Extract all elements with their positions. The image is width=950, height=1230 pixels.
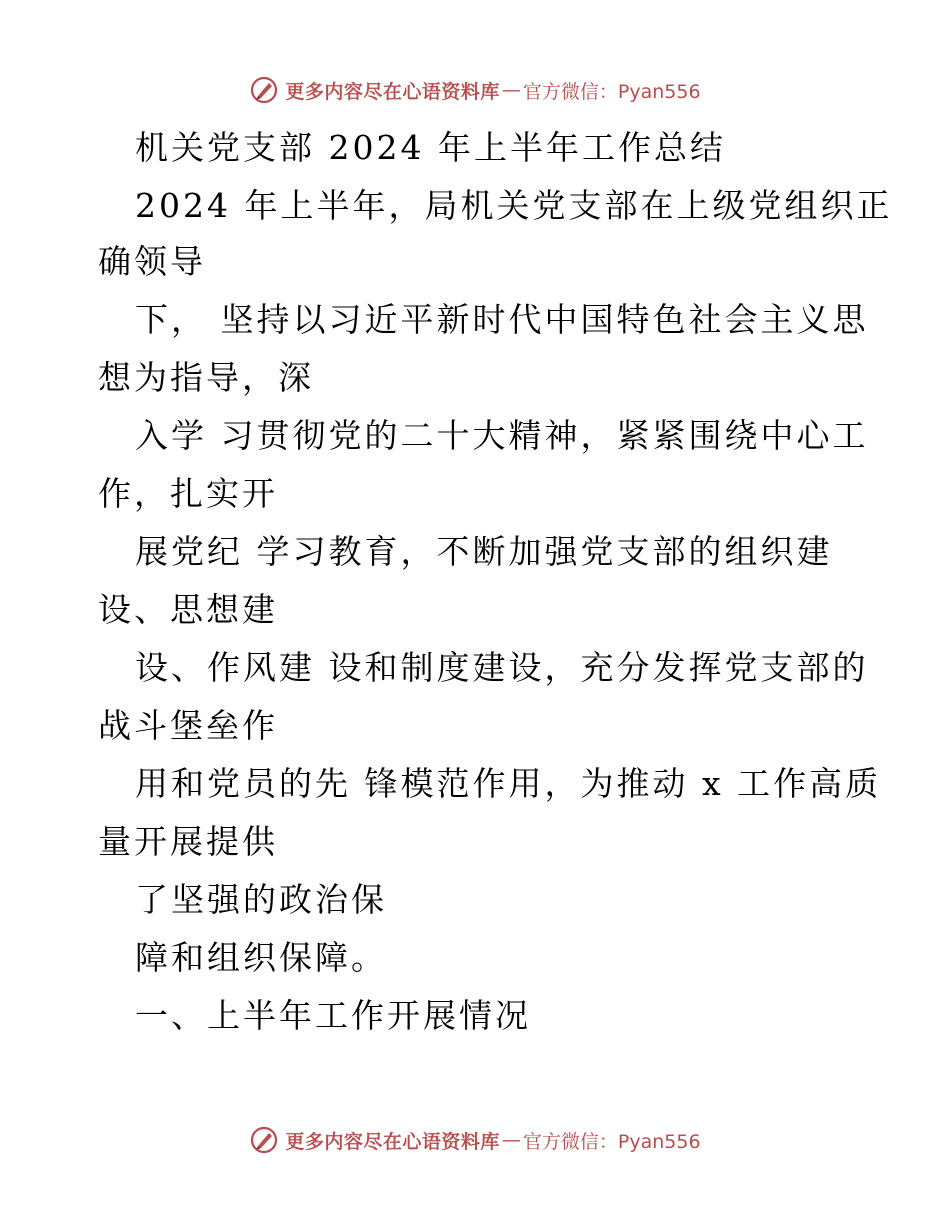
- watermark-separator: —: [501, 1129, 521, 1151]
- watermark-header: [0, 70, 950, 110]
- paragraph-line: 了坚强的政治保: [135, 880, 387, 919]
- watermark-separator: —: [501, 79, 521, 101]
- paragraph-line: 入学 习贯彻党的二十大精神，紧紧围绕中心工: [135, 416, 869, 455]
- pen-logo-icon: [249, 1125, 279, 1155]
- watermark-sub-text: 官方微信：Pyan556: [522, 80, 701, 103]
- section-heading: 一、上半年工作开展情况: [135, 996, 531, 1035]
- paragraph-line: 展党纪 学习教育，不断加强党支部的组织建: [135, 532, 833, 571]
- paragraph-line: 障和组织保障。: [135, 938, 387, 977]
- paragraph-line: 2024 年上半年，局机关党支部在上级党组织正: [135, 186, 893, 225]
- paragraph-line: 设、思想建: [98, 590, 278, 629]
- paragraph-line: 战斗堡垒作: [98, 706, 278, 745]
- paragraph-line: 设、作风建 设和制度建设，充分发挥党支部的: [135, 648, 869, 687]
- document-title: 机关党支部 2024 年上半年工作总结: [135, 128, 726, 167]
- watermark-sub-text: 官方微信：Pyan556: [522, 1130, 701, 1153]
- paragraph-line: 想为指导，深: [98, 358, 314, 397]
- pen-logo-icon: [249, 75, 279, 105]
- paragraph-line: 确领导: [98, 242, 206, 281]
- watermark-main-text: 更多内容尽在心语资料库: [285, 80, 500, 103]
- watermark-footer: [0, 1120, 950, 1160]
- paragraph-line: 用和党员的先 锋模范作用，为推动 x 工作高质: [135, 764, 882, 803]
- paragraph-line: 下， 坚持以习近平新时代中国特色社会主义思: [135, 300, 869, 339]
- paragraph-line: 作，扎实开: [98, 474, 278, 513]
- paragraph-line: 量开展提供: [98, 822, 278, 861]
- watermark-main-text: 更多内容尽在心语资料库: [285, 1130, 500, 1153]
